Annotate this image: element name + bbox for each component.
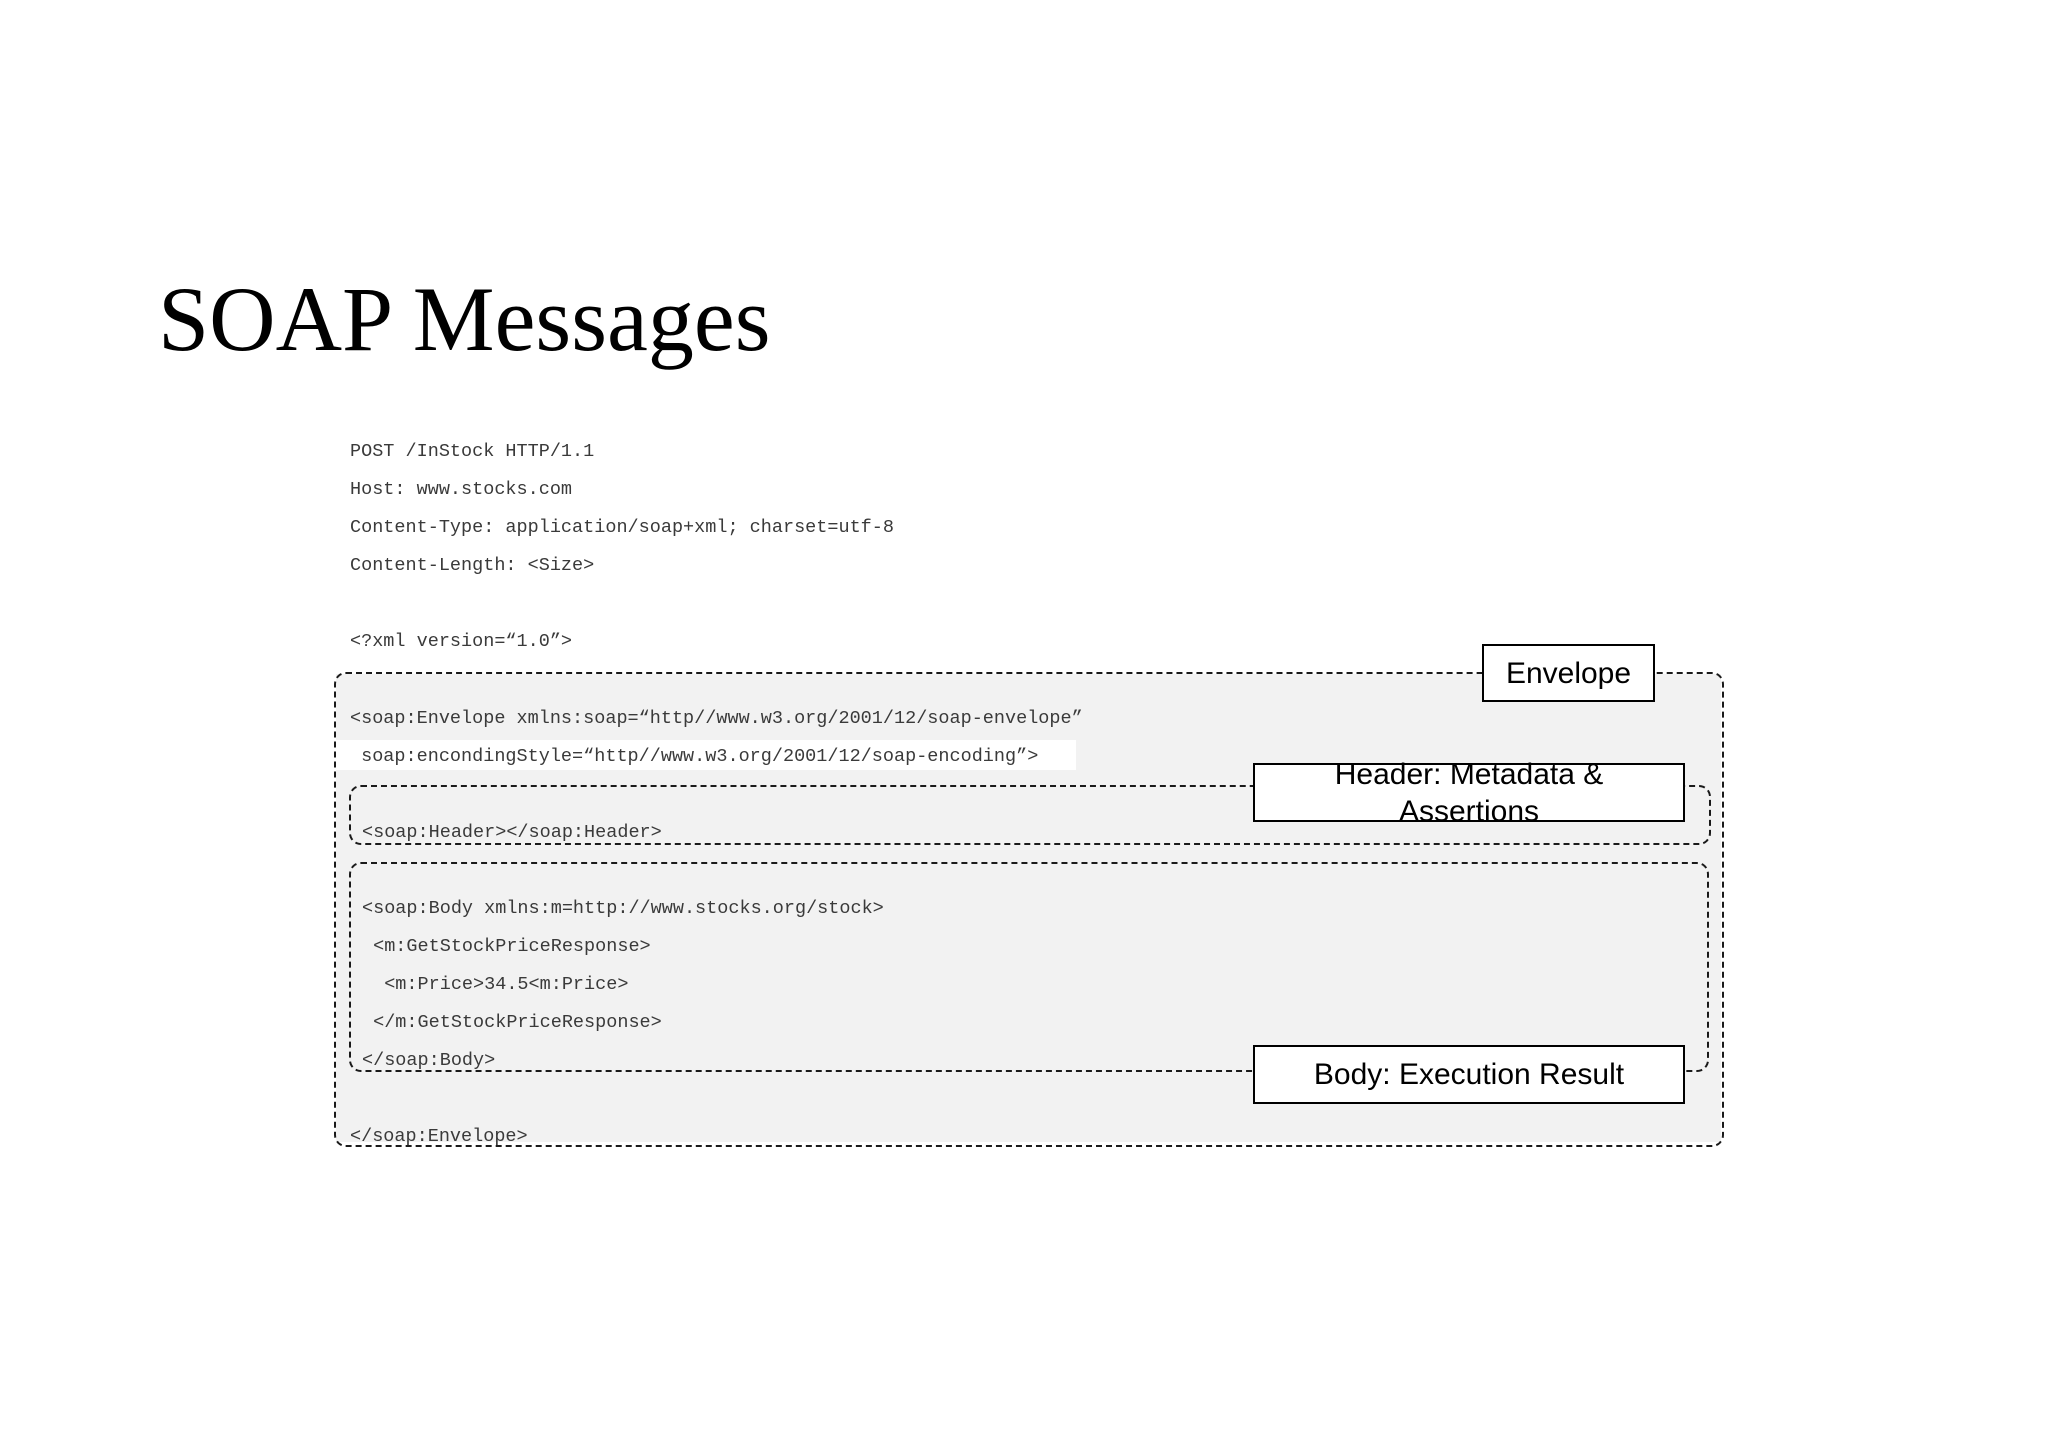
envelope-close-line: </soap:Envelope> [350, 1126, 528, 1147]
body-close-line: </soap:Body> [362, 1050, 496, 1071]
http-content-type-line: Content-Type: application/soap+xml; charset=utf-8 [350, 517, 894, 538]
header-line: <soap:Header></soap:Header> [362, 822, 662, 843]
envelope-label: Envelope [1482, 644, 1655, 702]
http-content-length-line: Content-Length: <Size> [350, 555, 595, 576]
envelope-open-line-1: <soap:Envelope xmlns:soap=“http//www.w3.org/2001/12/soap-envelope” [350, 708, 1083, 729]
response-close-line: </m:GetStockPriceResponse> [362, 1012, 662, 1033]
price-line: <m:Price>34.5<m:Price> [362, 974, 629, 995]
http-host-line: Host: www.stocks.com [350, 479, 573, 500]
http-request-line: POST /InStock HTTP/1.1 [350, 441, 595, 462]
slide-title: SOAP Messages [158, 268, 771, 370]
envelope-open-line-2: soap:encondingStyle=“http//www.w3.org/2001/12/soap-encoding”> [350, 746, 1039, 767]
response-open-line: <m:GetStockPriceResponse> [362, 936, 651, 957]
xml-declaration: <?xml version=“1.0”> [350, 631, 573, 652]
body-region [349, 862, 1709, 1072]
body-label: Body: Execution Result [1253, 1045, 1685, 1104]
header-label: Header: Metadata & Assertions [1253, 763, 1685, 822]
body-open-line: <soap:Body xmlns:m=http://www.stocks.org/stock> [362, 898, 884, 919]
